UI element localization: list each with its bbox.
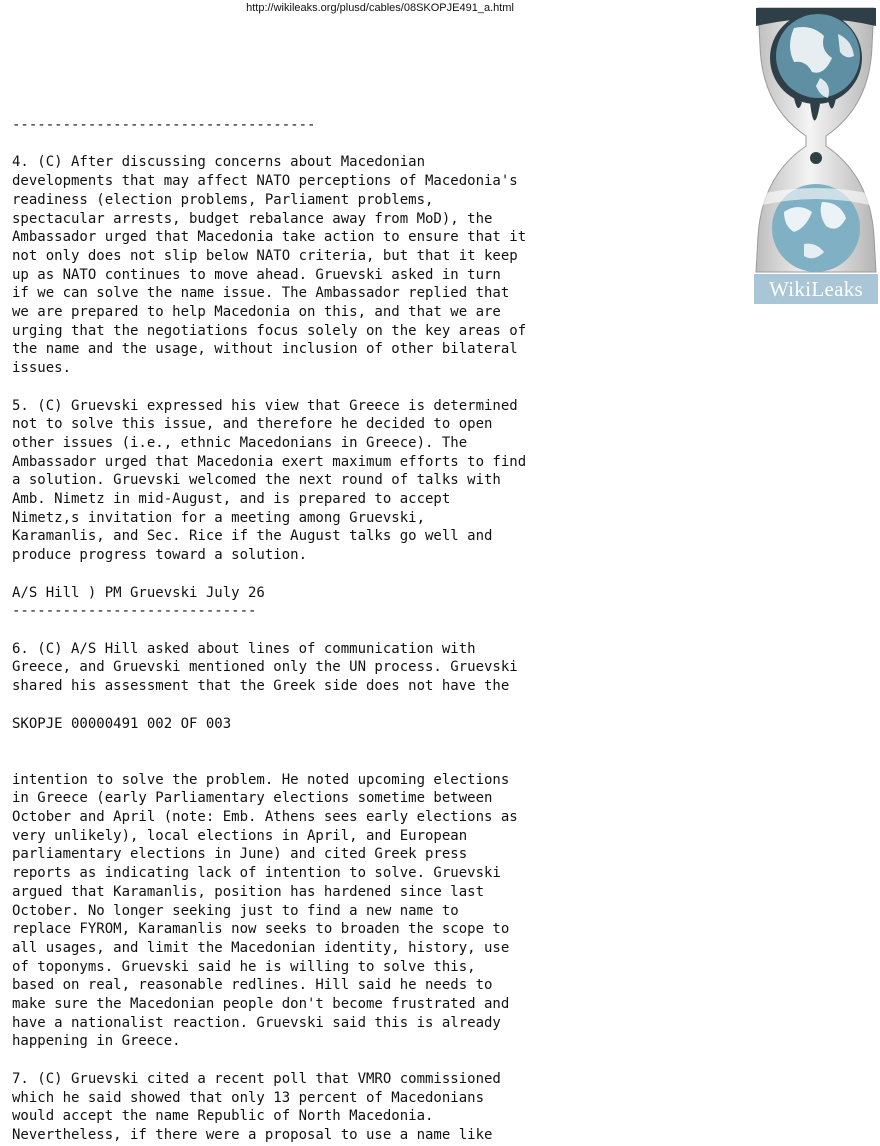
cable-line: SKOPJE 00000491 002 OF 003 bbox=[12, 715, 232, 732]
cable-line: not to solve this issue, and therefore he decided to open bbox=[12, 416, 493, 433]
cable-line: Nimetz,s invitation for a meeting among Gruevski, bbox=[12, 509, 426, 526]
cable-line: Greece, and Gruevski mentioned only the UN process. Gruevski bbox=[12, 659, 518, 676]
cable-text bbox=[12, 116, 752, 1145]
cable-line: up as NATO continues to move ahead. Gruevski asked in turn bbox=[12, 266, 501, 283]
cable-line: spectacular arrests, budget rebalance away from MoD), the bbox=[12, 210, 493, 227]
cable-line: 5. (C) Gruevski expressed his view that Greece is determined bbox=[12, 397, 518, 414]
cable-line: a solution. Gruevski welcomed the next round of talks with bbox=[12, 472, 501, 489]
wikileaks-logo bbox=[754, 6, 878, 302]
cable-line bbox=[12, 378, 752, 397]
cable-line bbox=[12, 1051, 752, 1070]
cable-line bbox=[12, 752, 752, 771]
cable-line: very unlikely), local elections in April, and European bbox=[12, 827, 468, 844]
cable-line: replace FYROM, Karamanlis now seeks to broaden the scope to bbox=[12, 921, 510, 938]
cable-line: based on real, reasonable redlines. Hill said he needs to bbox=[12, 977, 493, 994]
cable-line: 6. (C) A/S Hill asked about lines of communication with bbox=[12, 640, 476, 657]
cable-line: parliamentary elections in June) and cited Greek press bbox=[12, 846, 468, 863]
cable-line: October. No longer seeking just to find a new name to bbox=[12, 902, 459, 919]
cable-line: A/S Hill ) PM Gruevski July 26 bbox=[12, 584, 265, 601]
cable-line: all usages, and limit the Macedonian identity, history, use bbox=[12, 939, 510, 956]
cable-line bbox=[12, 696, 752, 715]
cable-line: have a nationalist reaction. Gruevski said this is already bbox=[12, 1014, 501, 1031]
cable-line: argued that Karamanlis, position has hardened since last bbox=[12, 883, 485, 900]
cable-line: the name and the usage, without inclusion of other bilateral bbox=[12, 341, 518, 358]
cable-line: intention to solve the problem. He noted upcoming elections bbox=[12, 771, 510, 788]
cable-line: shared his assessment that the Greek side does not have the bbox=[12, 678, 510, 695]
cable-line: produce progress toward a solution. bbox=[12, 547, 308, 564]
cable-line: happening in Greece. bbox=[12, 1033, 181, 1050]
cable-line: developments that may affect NATO perceptions of Macedonia's bbox=[12, 173, 518, 190]
cable-line: urging that the negotiations focus solely on the key areas of bbox=[12, 322, 527, 339]
cable-line: October and April (note: Emb. Athens sees early elections as bbox=[12, 809, 518, 826]
cable-line: 4. (C) After discussing concerns about Macedonian bbox=[12, 154, 426, 171]
cable-line: of toponyms. Gruevski said he is willing to solve this, bbox=[12, 958, 476, 975]
cable-line: we are prepared to help Macedonia on this, and that we are bbox=[12, 304, 501, 321]
page-url: http://wikileaks.org/plusd/cables/08SKOPJE491_a.html bbox=[246, 2, 514, 14]
cable-line bbox=[12, 135, 752, 154]
cable-line: issues. bbox=[12, 360, 72, 377]
cable-line: which he said showed that only 13 percent of Macedonians bbox=[12, 1089, 485, 1106]
cable-line: make sure the Macedonian people don't become frustrated and bbox=[12, 996, 510, 1013]
cable-line: ------------------------------------ bbox=[12, 117, 316, 133]
cable-line: Nevertheless, if there were a proposal to use a name like bbox=[12, 1126, 493, 1143]
cable-line: in Greece (early Parliamentary elections sometime between bbox=[12, 790, 493, 807]
cable-line: Ambassador urged that Macedonia take action to ensure that it bbox=[12, 229, 527, 246]
hourglass-globe-icon bbox=[754, 6, 878, 274]
cable-line: 7. (C) Gruevski cited a recent poll that VMRO commissioned bbox=[12, 1070, 501, 1087]
cable-line: Karamanlis, and Sec. Rice if the August talks go well and bbox=[12, 528, 493, 545]
cable-line bbox=[12, 733, 752, 752]
cable-line bbox=[12, 621, 752, 640]
cable-line: if we can solve the name issue. The Ambassador replied that bbox=[12, 285, 510, 302]
cable-line: reports as indicating lack of intention to solve. Gruevski bbox=[12, 865, 501, 882]
cable-line: would accept the name Republic of North Macedonia. bbox=[12, 1108, 434, 1125]
cable-line: Amb. Nimetz in mid-August, and is prepared to accept bbox=[12, 491, 451, 508]
cable-line: readiness (election problems, Parliament problems, bbox=[12, 191, 434, 208]
cable-line: Ambassador urged that Macedonia exert maximum efforts to find bbox=[12, 453, 527, 470]
wikileaks-wordmark: WikiLeaks bbox=[754, 274, 878, 304]
cable-line: other issues (i.e., ethnic Macedonians in Greece). The bbox=[12, 434, 468, 451]
cable-line bbox=[12, 565, 752, 584]
cable-line: not only does not slip below NATO criteria, but that it keep bbox=[12, 247, 518, 264]
cable-line: ----------------------------- bbox=[12, 603, 257, 620]
